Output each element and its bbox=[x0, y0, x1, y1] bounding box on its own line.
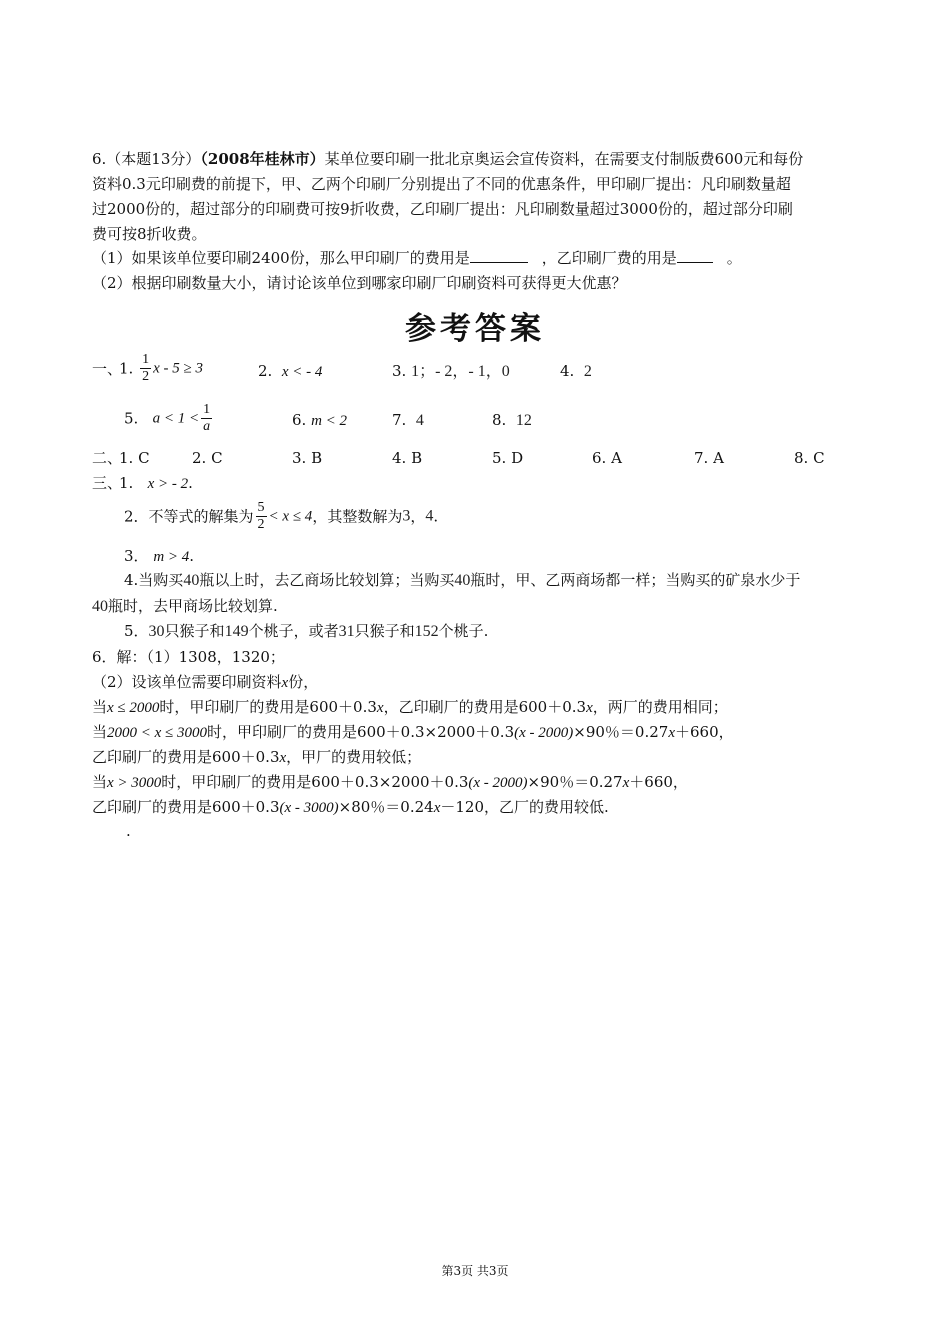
sol6-s4-condition: 2000 < x ≤ 3000 bbox=[107, 725, 208, 741]
sec1-answer-2 bbox=[258, 360, 322, 383]
q6-number: 6.（本题13分） bbox=[92, 150, 201, 168]
sec3-a3-end: . bbox=[189, 547, 195, 565]
sec3-answer-2 bbox=[124, 500, 438, 533]
sec1-a1-expression: x - 5 ≥ 3 bbox=[153, 360, 203, 377]
sol6-s4-var: x bbox=[668, 725, 676, 741]
sec3-a5-text-g: 只猴子和 bbox=[354, 622, 415, 640]
sol6-s3-var-1: x bbox=[376, 700, 384, 716]
sec1-a3-number: 3. bbox=[392, 362, 407, 380]
sol6-s3-var-2: x bbox=[586, 700, 593, 716]
sec1-a7-number: 7. bbox=[392, 411, 407, 429]
sol6-line-1: 6．解：（1）1308，1320； bbox=[92, 648, 285, 666]
sec1-answer-5 bbox=[124, 402, 214, 435]
sol6-line-3 bbox=[92, 696, 728, 719]
sec3-a4-text-c: 瓶以上时，去乙商场比较划算；当购买 bbox=[199, 571, 455, 589]
fraction-denominator: a bbox=[203, 419, 211, 434]
sec1-a2-number: 2. bbox=[258, 362, 273, 380]
sec2-answer-3: 3. B bbox=[292, 449, 323, 467]
sec1-answer-6 bbox=[292, 409, 347, 432]
sol6-s7-text-c: －120，乙厂的费用较低. bbox=[440, 798, 609, 816]
page-footer: 第3页 共3页 bbox=[441, 1264, 509, 1278]
sol6-s4-text-c: ×90％＝0.27 bbox=[573, 723, 669, 741]
q6-text-1: 某单位要印刷一批北京奥运会宣传资料，在需要支付制版费600元和每份 bbox=[324, 150, 804, 168]
fraction-denominator: 2 bbox=[142, 369, 150, 384]
sec3-a2-comma: ， bbox=[410, 507, 426, 526]
sec3-a1-end: . bbox=[188, 474, 193, 492]
sec1-a7-value: 4 bbox=[415, 412, 424, 429]
sec1-a5-value: a < 1 < bbox=[152, 410, 200, 427]
sec2-answer-7: 7. A bbox=[694, 449, 724, 467]
sol6-s6-paren: (x - 2000) bbox=[468, 775, 528, 791]
sec1-answer-3 bbox=[392, 360, 510, 383]
sol6-s4-text-d: ＋660， bbox=[675, 723, 734, 741]
sec3-a5-text-i: 个桃子. bbox=[438, 622, 489, 640]
sol6-s2-var: x bbox=[281, 675, 289, 691]
sol6-s7-text-b: ×80％＝0.24 bbox=[338, 798, 434, 816]
sol6-s5-var: x bbox=[279, 750, 287, 766]
sec3-a5-monkeys-2: 31 bbox=[338, 623, 355, 640]
sec3-a2-text-b: ，其整数解为 bbox=[312, 507, 403, 526]
q6-line-2: 资料0.3元印刷费的前提下，甲、乙两个印刷厂分别提出了不同的优惠条件，甲印刷厂提出：凡印刷数量超 bbox=[92, 175, 791, 193]
sol6-s7-var: x bbox=[433, 800, 441, 816]
q6-part-2: （2）根据印刷数量大小，请讨论该单位到哪家印刷厂印刷资料可获得更大优惠？ bbox=[92, 274, 627, 292]
sec3-a1-value: x > - 2 bbox=[147, 476, 189, 492]
answer-blank-1 bbox=[470, 248, 528, 263]
sec3-a3-value: m > 4 bbox=[153, 549, 190, 565]
sec1-a5-number: 5. bbox=[124, 409, 139, 428]
sec3-a5-text-c: 只猴子和 bbox=[164, 622, 225, 640]
sec2-label: 二、 bbox=[92, 449, 123, 467]
sol6-s4-when: 当 bbox=[92, 723, 108, 741]
q6-line-4: 费可按8折收费。 bbox=[92, 225, 207, 243]
q6-line-1 bbox=[92, 148, 803, 170]
sec1-answer-8 bbox=[492, 409, 532, 432]
sec2-answer-4: 4. B bbox=[392, 449, 423, 467]
q6-source: （2008年桂林市） bbox=[200, 150, 325, 168]
sec1-a3-value: 1；- 2，- 1，0 bbox=[411, 363, 510, 380]
sec2-answer-6: 6. A bbox=[592, 449, 622, 467]
sol6-s6-when: 当 bbox=[92, 773, 108, 791]
sec3-a4-text-e: 瓶时，甲、乙两商场都一样；当购买的矿泉水少于 bbox=[470, 571, 801, 589]
fraction-numerator: 1 bbox=[203, 402, 211, 417]
sol6-s5-text-a: 乙印刷厂的费用是600＋0.3 bbox=[92, 748, 280, 766]
sec3-a2-text-a: 2．不等式的解集为 bbox=[124, 507, 254, 526]
sol6-s2-text-b: 份， bbox=[288, 673, 319, 691]
q6-part-1-text-a: （1）如果该单位要印刷2400份，那么甲印刷厂的费用是 bbox=[92, 249, 470, 267]
sec1-a6-value: m < 2 bbox=[311, 413, 348, 429]
q6-part-1-text-b: ，乙印刷厂费的用是 bbox=[541, 249, 677, 267]
sec3-a1-number: 1. bbox=[119, 474, 134, 492]
sec3-a4-num-3: 40 bbox=[92, 598, 108, 615]
fraction-numerator: 1 bbox=[142, 352, 150, 367]
fraction-one-over-a bbox=[201, 402, 212, 435]
sol6-line-2 bbox=[92, 671, 318, 694]
answer-title: 参考答案 bbox=[405, 311, 545, 347]
sec3-a5-peaches-1: 149 bbox=[224, 623, 249, 640]
sec3-a5-number: 5． bbox=[124, 622, 149, 640]
sec1-a8-value: 12 bbox=[515, 412, 532, 429]
sec3-a5-peaches-2: 152 bbox=[414, 623, 439, 640]
sol6-line-7 bbox=[92, 796, 609, 819]
fraction-denominator: 2 bbox=[257, 517, 265, 532]
sol6-s3-text-c: ，乙印刷厂的费用是600＋0.3 bbox=[383, 698, 587, 716]
sec3-a5-text-e: 个桃子，或者 bbox=[248, 622, 339, 640]
sol6-s3-text-d: ，两厂的费用相同； bbox=[592, 698, 728, 716]
trailing-dot: . bbox=[126, 822, 131, 840]
sol6-s6-text-b: 时，甲印刷厂的费用是600＋0.3×2000＋0.3 bbox=[161, 773, 469, 791]
sec2-answer-8: 8. C bbox=[794, 449, 825, 467]
sol6-s6-text-c: ×90％＝0.27 bbox=[527, 773, 623, 791]
sec3-a3-number: 3． bbox=[124, 547, 149, 565]
sec3-answer-3 bbox=[124, 545, 194, 568]
sec1-answer-4 bbox=[560, 360, 592, 383]
sol6-s6-text-d: ＋660， bbox=[629, 773, 688, 791]
sec1-a4-value: 2 bbox=[583, 363, 592, 380]
sol6-s3-when: 当 bbox=[92, 698, 108, 716]
sol6-s6-var: x bbox=[622, 775, 630, 791]
sec1-a6-number: 6. bbox=[292, 411, 307, 429]
q6-part-1-text-c: 。 bbox=[726, 249, 742, 267]
sec3-a2-end: . bbox=[433, 507, 439, 526]
sec3-answer-1 bbox=[119, 472, 193, 495]
sec2-answer-5: 5. D bbox=[492, 449, 524, 467]
sec3-a2-inequality: < x ≤ 4 bbox=[268, 508, 313, 525]
sol6-line-4 bbox=[92, 721, 734, 744]
q6-part-1 bbox=[92, 247, 742, 269]
sec3-a2-int-4: 4 bbox=[425, 507, 434, 525]
sec3-a4-text-g: 瓶时，去甲商场比较划算. bbox=[108, 597, 278, 615]
sol6-s7-text-a: 乙印刷厂的费用是600＋0.3 bbox=[92, 798, 280, 816]
q6-line-3: 过2000份的，超过部分的印刷费可按9折收费，乙印刷厂提出：凡印刷数量超过3000份的，超过部分印刷 bbox=[92, 200, 793, 218]
sol6-line-5 bbox=[92, 746, 421, 769]
sec1-a8-number: 8. bbox=[492, 411, 507, 429]
sec1-a1-number: 1. bbox=[119, 359, 134, 378]
fraction-one-half bbox=[140, 352, 151, 385]
sec3-a4-num-2: 40 bbox=[454, 572, 471, 589]
sol6-s4-text-b: 时，甲印刷厂的费用是600＋0.3×2000＋0.3 bbox=[207, 723, 515, 741]
sec1-answer-1 bbox=[119, 352, 203, 385]
sol6-s2-text-a: （2）设该单位需要印刷资料 bbox=[92, 673, 282, 691]
sec3-a2-int-3: 3 bbox=[402, 507, 411, 525]
sec1-label: 一、 bbox=[92, 360, 123, 378]
answer-blank-2 bbox=[677, 248, 713, 263]
sol6-line-6 bbox=[92, 771, 688, 794]
sec1-answer-7 bbox=[392, 409, 424, 432]
fraction-five-halves bbox=[256, 500, 267, 533]
sol6-s3-text-b: 时，甲印刷厂的费用是600＋0.3 bbox=[159, 698, 377, 716]
sec3-a4-text-a: 4.当购买 bbox=[124, 571, 184, 589]
sec3-label: 三、 bbox=[92, 474, 123, 492]
sol6-s4-paren: (x - 2000) bbox=[514, 725, 574, 741]
sol6-s7-paren: (x - 3000) bbox=[279, 800, 339, 816]
sec3-answer-4-line-2 bbox=[92, 595, 278, 618]
sol6-s6-condition: x > 3000 bbox=[107, 775, 162, 791]
sec2-answer-1: 1. C bbox=[119, 449, 150, 467]
sol6-s5-text-b: ，甲厂的费用较低； bbox=[286, 748, 422, 766]
sec3-a4-num-1: 40 bbox=[183, 572, 200, 589]
sec2-answer-2: 2. C bbox=[192, 449, 223, 467]
sec3-answer-5 bbox=[124, 620, 488, 643]
sec3-answer-4-line-1 bbox=[124, 569, 800, 592]
sec1-a4-number: 4. bbox=[560, 362, 575, 380]
sec1-a2-value: x < - 4 bbox=[281, 364, 323, 380]
fraction-numerator: 5 bbox=[257, 500, 265, 515]
sol6-s3-condition: x ≤ 2000 bbox=[107, 700, 160, 716]
sec3-a5-monkeys-1: 30 bbox=[148, 623, 165, 640]
